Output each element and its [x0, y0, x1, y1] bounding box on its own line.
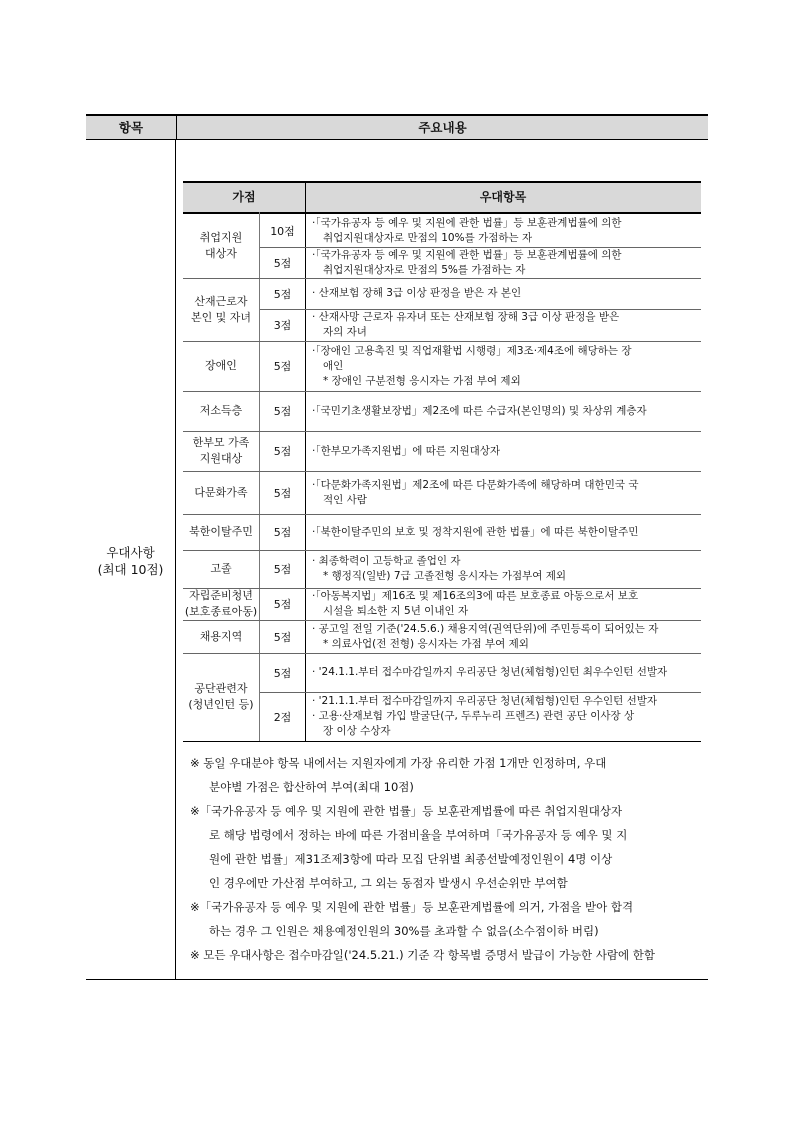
description-line: · '21.1.1.부터 접수마감일까지 우리공단 청년(체험형)인턴 우수인턴 선발자: [312, 695, 658, 707]
note-line: 로 해당 법령에서 정하는 바에 따른 가점비율을 부여하며「국가유공자 등 예우 및 지: [209, 828, 628, 842]
preference-description: [312, 247, 700, 278]
description-line: 시설을 퇴소한 지 5년 이내인 자: [323, 605, 469, 617]
points-cell: 5점: [273, 630, 292, 644]
outer-table-bottom-border: [86, 979, 708, 980]
header-item: 항목: [118, 120, 144, 135]
group-divider: [183, 514, 701, 515]
points-cell: 2점: [273, 710, 292, 724]
points-cell: 5점: [273, 486, 292, 500]
description-line: 취업지원대상자로 만점의 10%를 가점하는 자: [323, 231, 533, 244]
category-label: 취업지원: [199, 231, 243, 244]
category-label: 자립준비청년: [189, 589, 253, 602]
note-item: [190, 751, 702, 799]
category-label: 한부모 가족: [192, 436, 250, 449]
category-label: 채용지역: [199, 629, 243, 643]
group-divider: [183, 653, 701, 654]
note-line: 원에 관한 법률」제31조제3항에 따라 모집 단위별 최종선발예정인원이 4명 이상: [209, 852, 613, 866]
category-cell: [183, 341, 259, 391]
outer-table-header: [86, 116, 708, 140]
preference-description: [312, 588, 700, 620]
points-cell: 5점: [273, 287, 292, 301]
category-cell: [183, 471, 259, 514]
category-label: 북한이탈주민: [189, 525, 253, 538]
description-line: 자의 자녀: [323, 326, 367, 338]
inner-table-header: [183, 183, 701, 212]
points-cell: 5점: [273, 360, 292, 373]
preference-description: [312, 620, 700, 653]
points-cell: 5점: [273, 445, 292, 458]
preference-title-max: (최대 10점): [97, 562, 164, 577]
row-divider: [260, 692, 701, 693]
group-divider: [183, 431, 701, 432]
preference-description: [312, 309, 700, 341]
note-line: 하는 경우 그 인원은 채용예정인원의 30%를 초과할 수 없음(소수점이하 버림): [209, 924, 599, 938]
category-label: 산재근로자: [194, 294, 248, 308]
category-label: 저소득층: [199, 404, 243, 417]
group-divider: [183, 588, 701, 589]
description-line: ·「국가유공자 등 예우 및 지원에 관한 법률」등 보훈관계법률에 의한: [312, 248, 622, 261]
description-line: 애인: [323, 359, 344, 372]
category-cell: [183, 653, 259, 741]
category-label: 고졸: [210, 562, 232, 575]
points-cell: 10점: [270, 224, 295, 238]
preference-description: [312, 471, 700, 514]
group-divider: [183, 391, 701, 392]
category-label: 다문화가족: [194, 485, 248, 499]
description-line: * 장애인 구분전형 응시자는 가점 부여 제외: [323, 374, 521, 387]
note-item: [190, 943, 702, 967]
description-line: ·「국가유공자 등 예우 및 지원에 관한 법률」등 보훈관계법률에 의한: [312, 216, 622, 229]
row-divider: [260, 247, 701, 248]
description-line: 장 이상 수상자: [323, 725, 391, 737]
note-line: 분야별 가점은 합산하여 부여(최대 10점): [209, 780, 414, 794]
description-line: 취업지원대상자로 만점의 5%를 가점하는 자: [323, 263, 526, 276]
category-label: (청년인턴 등): [188, 698, 254, 711]
group-divider: [183, 471, 701, 472]
inner-table-bottom-border: [183, 741, 701, 742]
category-label: 공단관련자: [194, 682, 248, 695]
preference-description: [312, 278, 700, 309]
header-points: 가점: [232, 190, 256, 204]
category-label: 본인 및 자녀: [190, 310, 252, 324]
header-main-content: 주요내용: [176, 116, 708, 139]
description-line: · 산재사망 근로자 유자녀 또는 산재보험 장해 3급 이상 판정을 받은: [312, 311, 620, 323]
row-divider: [260, 309, 701, 310]
category-cell: [183, 278, 259, 341]
group-divider: [183, 620, 701, 621]
preference-description: [312, 341, 700, 391]
description-line: · 최종학력이 고등학교 졸업인 자: [312, 555, 461, 567]
points-cell: 5점: [273, 666, 292, 680]
description-line: · 공고일 전일 기준('24.5.6.) 채용지역(권역단위)에 주민등록이 되어있는 자: [312, 622, 659, 635]
notes-section: [190, 751, 702, 967]
category-cell: [183, 550, 259, 588]
description-line: ·「북한이탈주민의 보호 및 정착지원에 관한 법률」에 따른 북한이탈주민: [312, 525, 639, 538]
description-line: * 의료사업(전 전형) 응시자는 가점 부여 제외: [323, 637, 529, 650]
description-line: · '24.1.1.부터 접수마감일까지 우리공단 청년(체험형)인턴 최우수인턴 선발자: [312, 666, 668, 678]
note-line: ※「국가유공자 등 예우 및 지원에 관한 법률」등 보훈관계법률에 의거, 가점을 받아 합격: [190, 900, 634, 914]
description-line: ·「장애인 고용촉진 및 직업재활법 시행령」제3조·제4조에 해당하는 장: [312, 344, 632, 357]
group-divider: [183, 341, 701, 342]
points-column-divider: [305, 183, 306, 742]
preference-description: [312, 391, 700, 431]
note-item: [190, 895, 702, 943]
preference-title-line: 우대사항: [106, 545, 155, 560]
preference-description: [312, 550, 700, 588]
note-line: ※ 동일 우대분야 항목 내에서는 지원자에게 가장 유리한 가점 1개만 인정하며, 우대: [190, 756, 607, 770]
header-preference-items: 우대항목: [479, 190, 527, 204]
points-cell: 5점: [273, 405, 292, 418]
category-cell: [183, 391, 259, 431]
outer-column-divider: [175, 140, 176, 979]
category-cell: [183, 214, 259, 278]
category-label: (보호종료아동): [184, 605, 258, 618]
note-line: ※ 모든 우대사항은 접수마감일('24.5.21.) 기준 각 항목별 증명서 발급이 가능한 사람에 한함: [190, 948, 656, 962]
group-divider: [183, 278, 701, 279]
preference-description: [312, 431, 700, 471]
preference-description: [312, 692, 700, 741]
preference-description: [312, 214, 700, 247]
points-cell: 5점: [273, 598, 292, 611]
note-item: [190, 799, 702, 895]
category-label: 장애인: [205, 359, 237, 372]
group-divider: [183, 550, 701, 551]
description-line: ·「아동복지법」제16조 및 제16조의3에 따른 보호종료 아동으로서 보호: [312, 590, 639, 602]
points-cell: 3점: [273, 319, 292, 332]
preference-description: [312, 653, 700, 692]
preference-description: [312, 514, 700, 550]
description-line: ·「한부모가족지원법」에 따른 지원대상자: [312, 444, 501, 457]
points-cell: 5점: [273, 526, 292, 539]
description-line: 적인 사람: [323, 493, 367, 506]
description-line: ·「다문화가족지원법」제2조에 따른 다문화가족에 해당하며 대한민국 국: [312, 478, 639, 491]
category-label: 대상자: [205, 247, 237, 260]
description-line: · 산재보험 장해 3급 이상 판정을 받은 자 본인: [312, 287, 522, 299]
category-cell: [183, 514, 259, 550]
description-line: * 행정직(일반) 7급 고졸전형 응시자는 가점부여 제외: [323, 570, 567, 582]
category-cell: [183, 431, 259, 471]
note-line: ※「국가유공자 등 예우 및 지원에 관한 법률」등 보훈관계법률에 따른 취업지원대상자: [190, 804, 623, 818]
points-cell: 5점: [273, 563, 292, 576]
category-cell: [183, 588, 259, 620]
description-line: · 고용·산재보험 가입 발굴단(구, 두루누리 프렌즈) 관련 공단 이사장 상: [312, 710, 635, 722]
note-line: 인 경우에만 가산점 부여하고, 그 외는 동점자 발생시 우선순위만 부여함: [209, 876, 568, 890]
description-line: ·「국민기초생활보장법」제2조에 따른 수급자(본인명의) 및 차상위 계층자: [312, 404, 647, 417]
preference-title: [86, 544, 175, 578]
category-label: 지원대상: [199, 452, 243, 465]
points-cell: 5점: [273, 256, 292, 270]
category-cell: [183, 620, 259, 653]
